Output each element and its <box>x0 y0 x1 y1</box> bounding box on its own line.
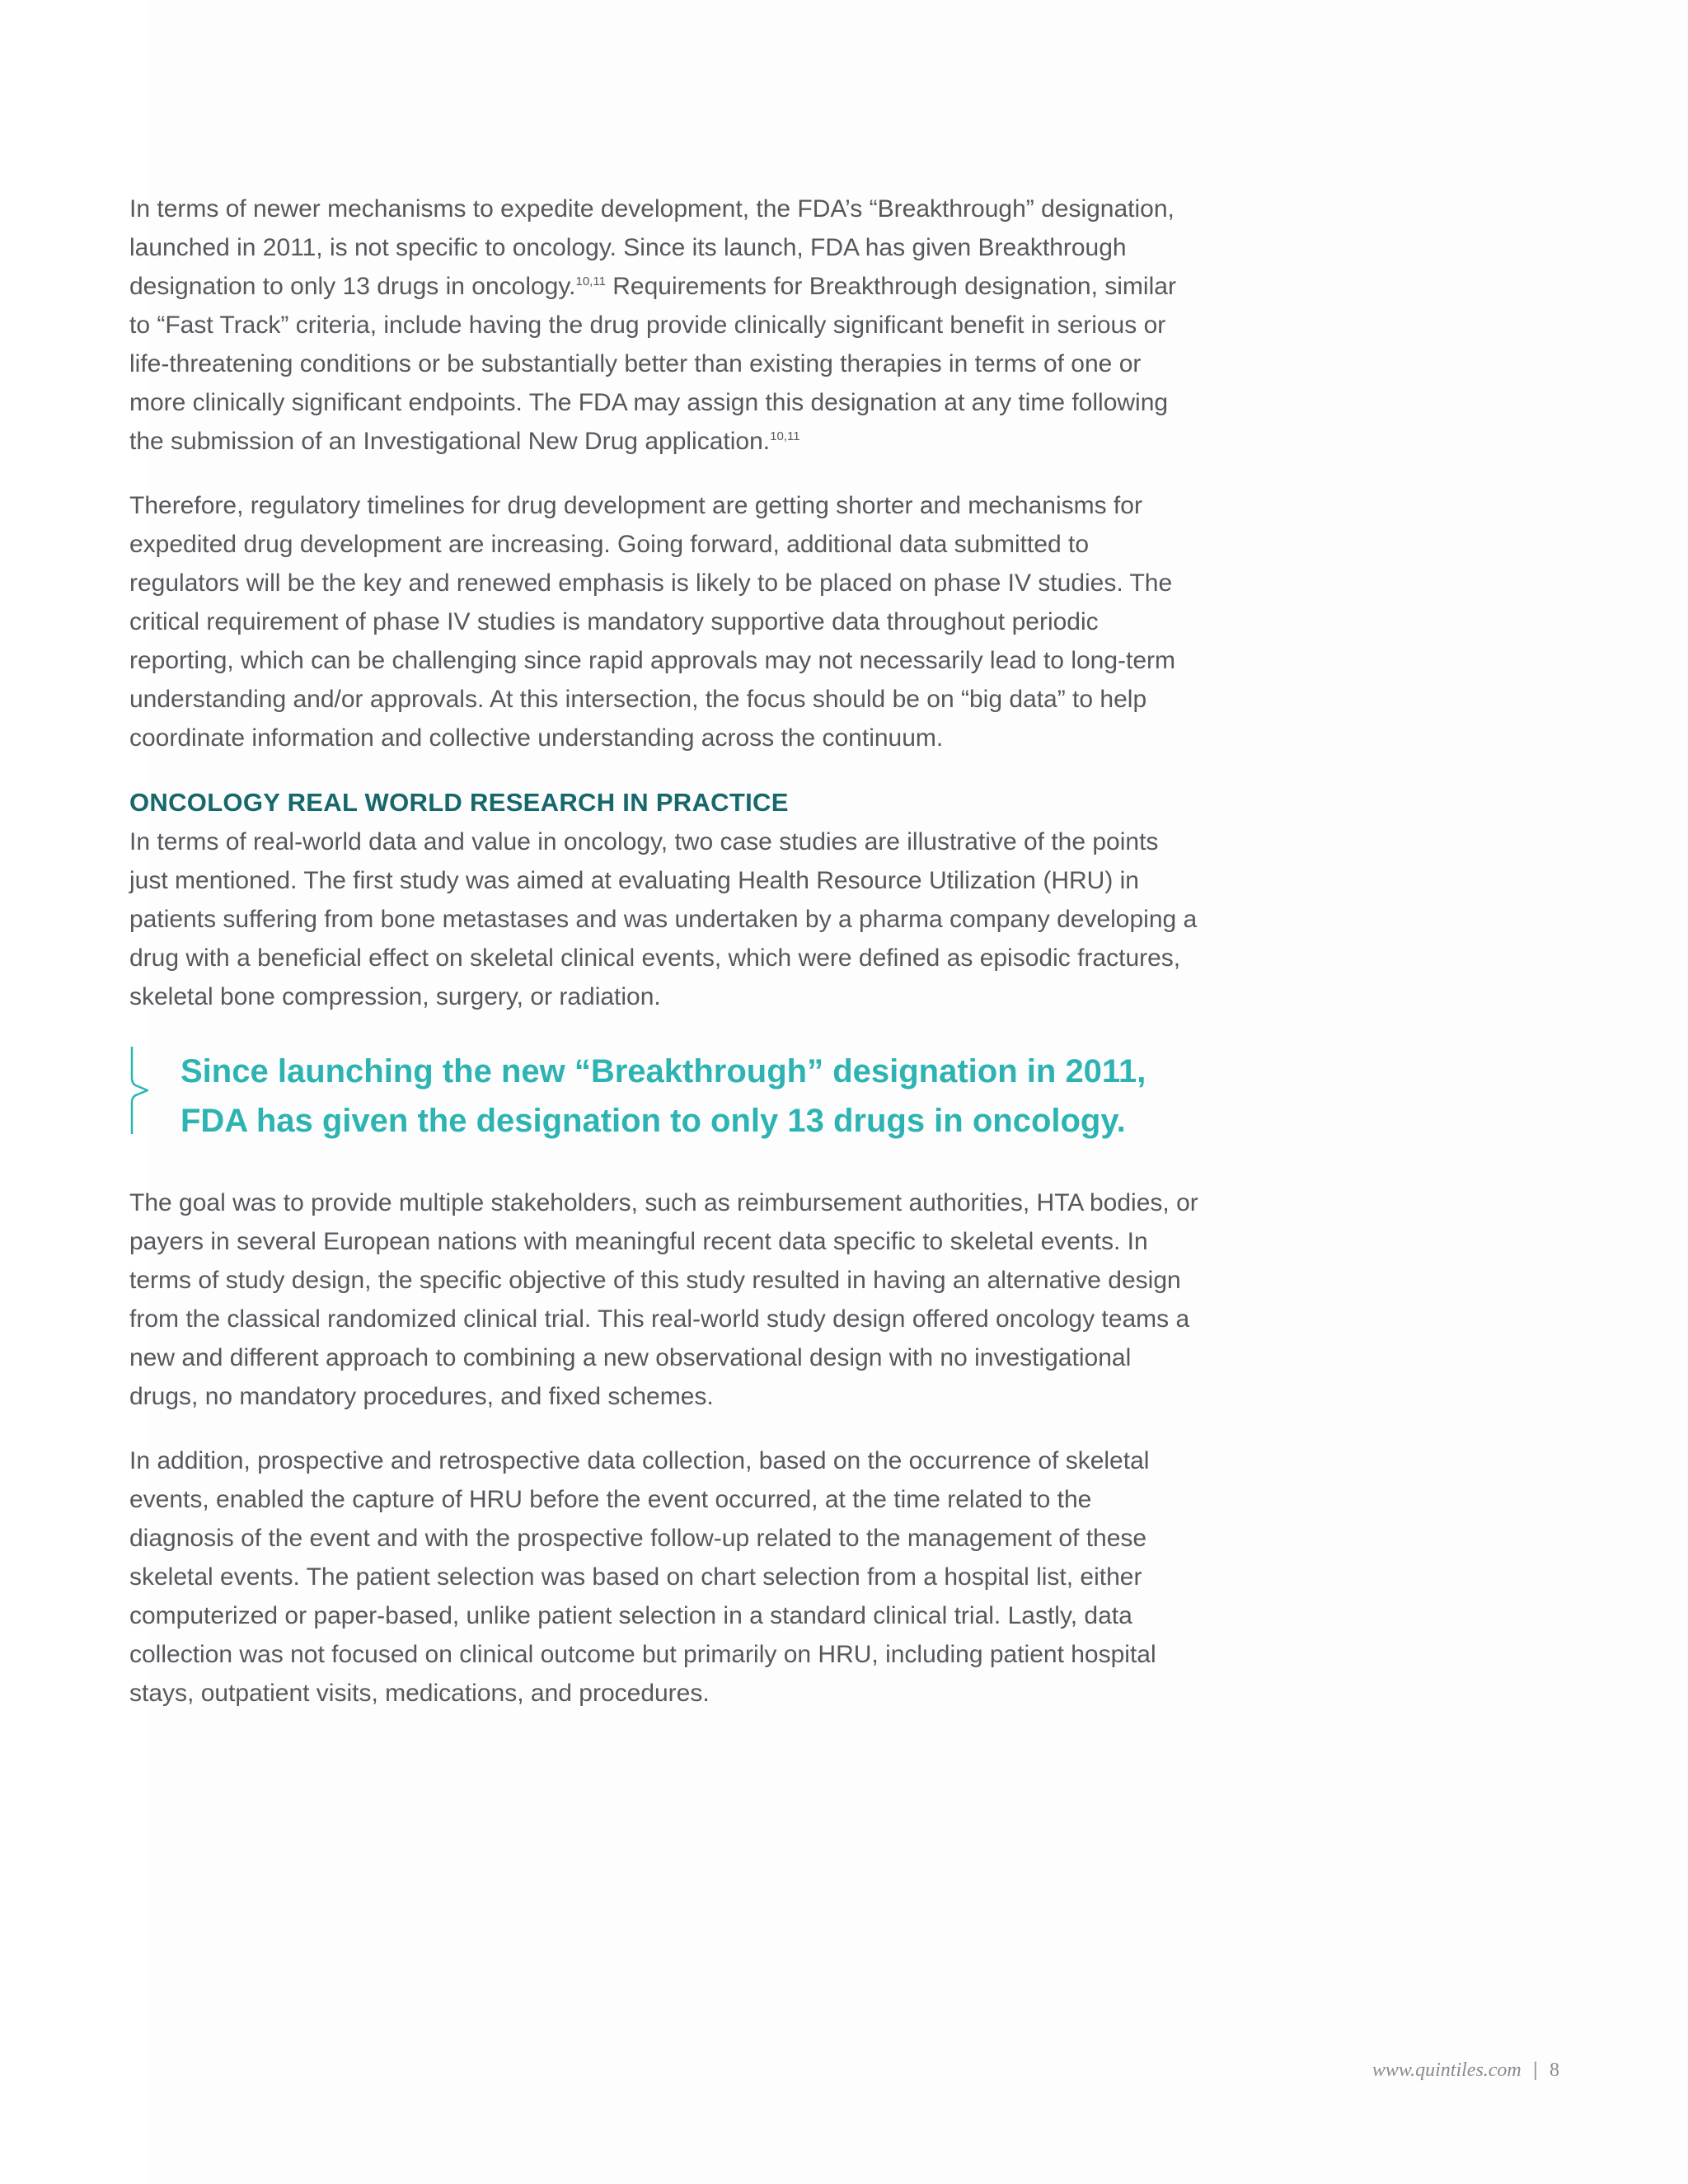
citation-superscript: 10,11 <box>770 429 800 443</box>
paragraph-breakthrough <box>129 190 1201 461</box>
page-footer <box>1372 2059 1559 2082</box>
article-body <box>129 190 1201 1738</box>
pullquote <box>129 1047 1201 1143</box>
citation-superscript: 10,11 <box>575 274 606 288</box>
page-number: 8 <box>1550 2060 1559 2081</box>
pullquote-text <box>181 1047 1170 1146</box>
paragraph-text: Requirements for Breakthrough designation, similar to “Fast Track” criteria, include having the drug provide clinically significant benefit in serious or life-threatening conditions or be substantially better than existing therapies in terms of one or more clinically significant endpoints. The FDA may assign this designation at any time following the submission of an Investigational New Drug application. <box>129 273 1176 455</box>
pullquote-line: FDA has given the designation to only 13 drugs in oncology. <box>181 1103 1126 1139</box>
footer-separator: | <box>1532 2059 1538 2081</box>
pullquote-bracket-icon <box>129 1047 149 1134</box>
paragraph-case-studies: In terms of real-world data and value in oncology, two case studies are illustrative of the points just mentioned. The first study was aimed at evaluating Health Resource Utilization (HRU) in patients suffering from bone metastases and was undertaken by a pharma company developing a drug with a beneficial effect on skeletal clinical events, which were defined as episodic fractures, skeletal bone compression, surgery, or radiation. <box>129 828 1198 1010</box>
pullquote-line: Since launching the new “Breakthrough” designation in 2011, <box>181 1053 1146 1090</box>
section-heading: ONCOLOGY REAL WORLD RESEARCH IN PRACTICE <box>129 788 789 817</box>
paragraph-text: In terms of newer mechanisms to expedite development, the FDA’s “Breakthrough” designation, launched in 2011, is not specific to oncology. Since its launch, FDA has given Breakthrough designation to only 13 drugs in oncology. <box>129 195 1175 300</box>
paragraph-study-goal: The goal was to provide multiple stakeholders, such as reimbursement authorities, HTA bodies, or payers in several European nations with meaningful recent data specific to skeletal events. In terms of study design, the specific objective of this study resulted in having an alternative design from the classical randomized clinical trial. This real-world study design offered oncology teams a new and different approach to combining a new observational design with no investigational drugs, no mandatory procedures, and fixed schemes. <box>129 1189 1198 1410</box>
paragraph-regulatory-timelines: Therefore, regulatory timelines for drug development are getting shorter and mechanisms for expedited drug development are increasing. Going forward, additional data submitted to regulators will be the key and renewed emphasis is likely to be placed on phase IV studies. The critical requirement of phase IV studies is mandatory supportive data throughout periodic reporting, which can be challenging since rapid approvals may not necessarily lead to long-term understanding and/or approvals. At this intersection, the focus should be on “big data” to help coordinate information and collective understanding across the continuum. <box>129 492 1176 752</box>
paragraph-data-collection: In addition, prospective and retrospective data collection, based on the occurrence of skeletal events, enabled the capture of HRU before the event occurred, at the time related to the diagnosis of the event and with the prospective follow-up related to the management of these skeletal events. The patient selection was based on chart selection from a hospital list, either computerized or paper-based, unlike patient selection in a standard clinical trial. Lastly, data collection was not focused on clinical outcome but primarily on HRU, including patient hospital stays, outpatient visits, medications, and procedures. <box>129 1447 1156 1707</box>
footer-url-link[interactable]: www.quintiles.com <box>1372 2060 1522 2081</box>
